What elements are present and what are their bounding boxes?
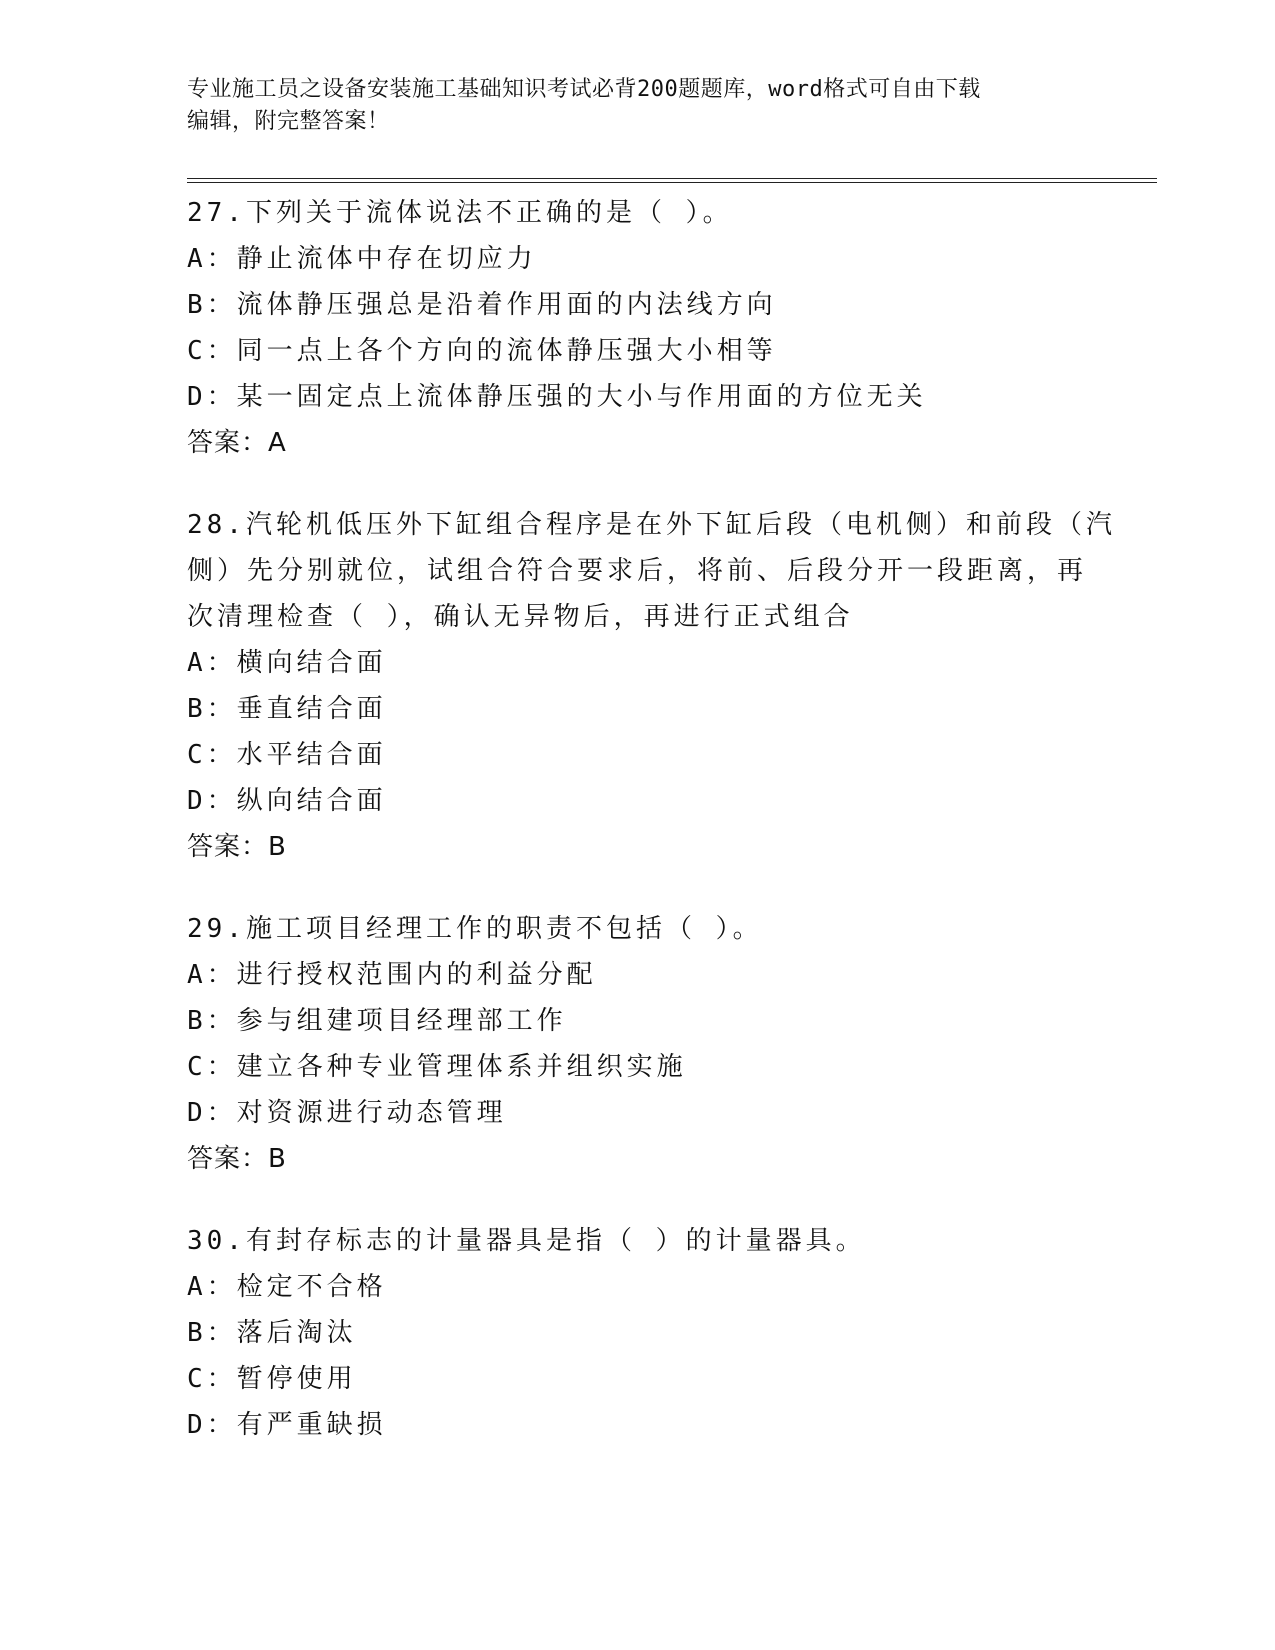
question-text xyxy=(187,1218,1087,1264)
question-line: 27.下列关于流体说法不正确的是（ ）。 xyxy=(187,198,733,228)
option-c: C：水平结合面 xyxy=(187,740,387,770)
option-a: A：进行授权范围内的利益分配 xyxy=(187,960,597,990)
option-b: B：落后淘汰 xyxy=(187,1318,357,1348)
question-line: 次清理检查（ ），确认无异物后，再进行正式组合 xyxy=(187,602,854,632)
question-line: 28.汽轮机低压外下缸组合程序是在外下缸后段（电机侧）和前段（汽 xyxy=(187,510,1116,540)
answer-line: 答案：B xyxy=(187,1144,287,1174)
question-list xyxy=(187,190,1116,1484)
option-d: D：对资源进行动态管理 xyxy=(187,1098,507,1128)
question-27 xyxy=(187,190,1087,466)
option-a: A：检定不合格 xyxy=(187,1272,387,1302)
question-29 xyxy=(187,906,1087,1182)
option-a: A：静止流体中存在切应力 xyxy=(187,244,537,274)
header-line-1: 专业施工员之设备安装施工基础知识考试必背200题题库，word格式可自由下载 xyxy=(187,77,981,102)
question-line: 30.有封存标志的计量器具是指（ ）的计量器具。 xyxy=(187,1226,866,1256)
option-c: C：暂停使用 xyxy=(187,1364,357,1394)
question-28 xyxy=(187,502,1116,870)
question-line: 29.施工项目经理工作的职责不包括（ ）。 xyxy=(187,914,763,944)
option-c: C：同一点上各个方向的流体静压强大小相等 xyxy=(187,336,777,366)
option-b: B：垂直结合面 xyxy=(187,694,387,724)
header-line-2: 编辑，附完整答案！ xyxy=(187,109,390,134)
question-text xyxy=(187,906,1087,952)
option-d: D：有严重缺损 xyxy=(187,1410,387,1440)
question-text xyxy=(187,502,1116,640)
answer-line: 答案：B xyxy=(187,832,287,862)
question-text xyxy=(187,190,1087,236)
option-b: B：参与组建项目经理部工作 xyxy=(187,1006,567,1036)
question-30 xyxy=(187,1218,1087,1448)
option-d: D：纵向结合面 xyxy=(187,786,387,816)
question-line: 侧）先分别就位，试组合符合要求后，将前、后段分开一段距离，再 xyxy=(187,556,1088,586)
option-c: C：建立各种专业管理体系并组织实施 xyxy=(187,1052,687,1082)
option-a: A：横向结合面 xyxy=(187,648,387,678)
header-divider xyxy=(187,178,1157,183)
document-header xyxy=(187,74,1067,138)
answer-line: 答案：A xyxy=(187,428,287,458)
option-d: D：某一固定点上流体静压强的大小与作用面的方位无关 xyxy=(187,382,927,412)
option-b: B：流体静压强总是沿着作用面的内法线方向 xyxy=(187,290,777,320)
